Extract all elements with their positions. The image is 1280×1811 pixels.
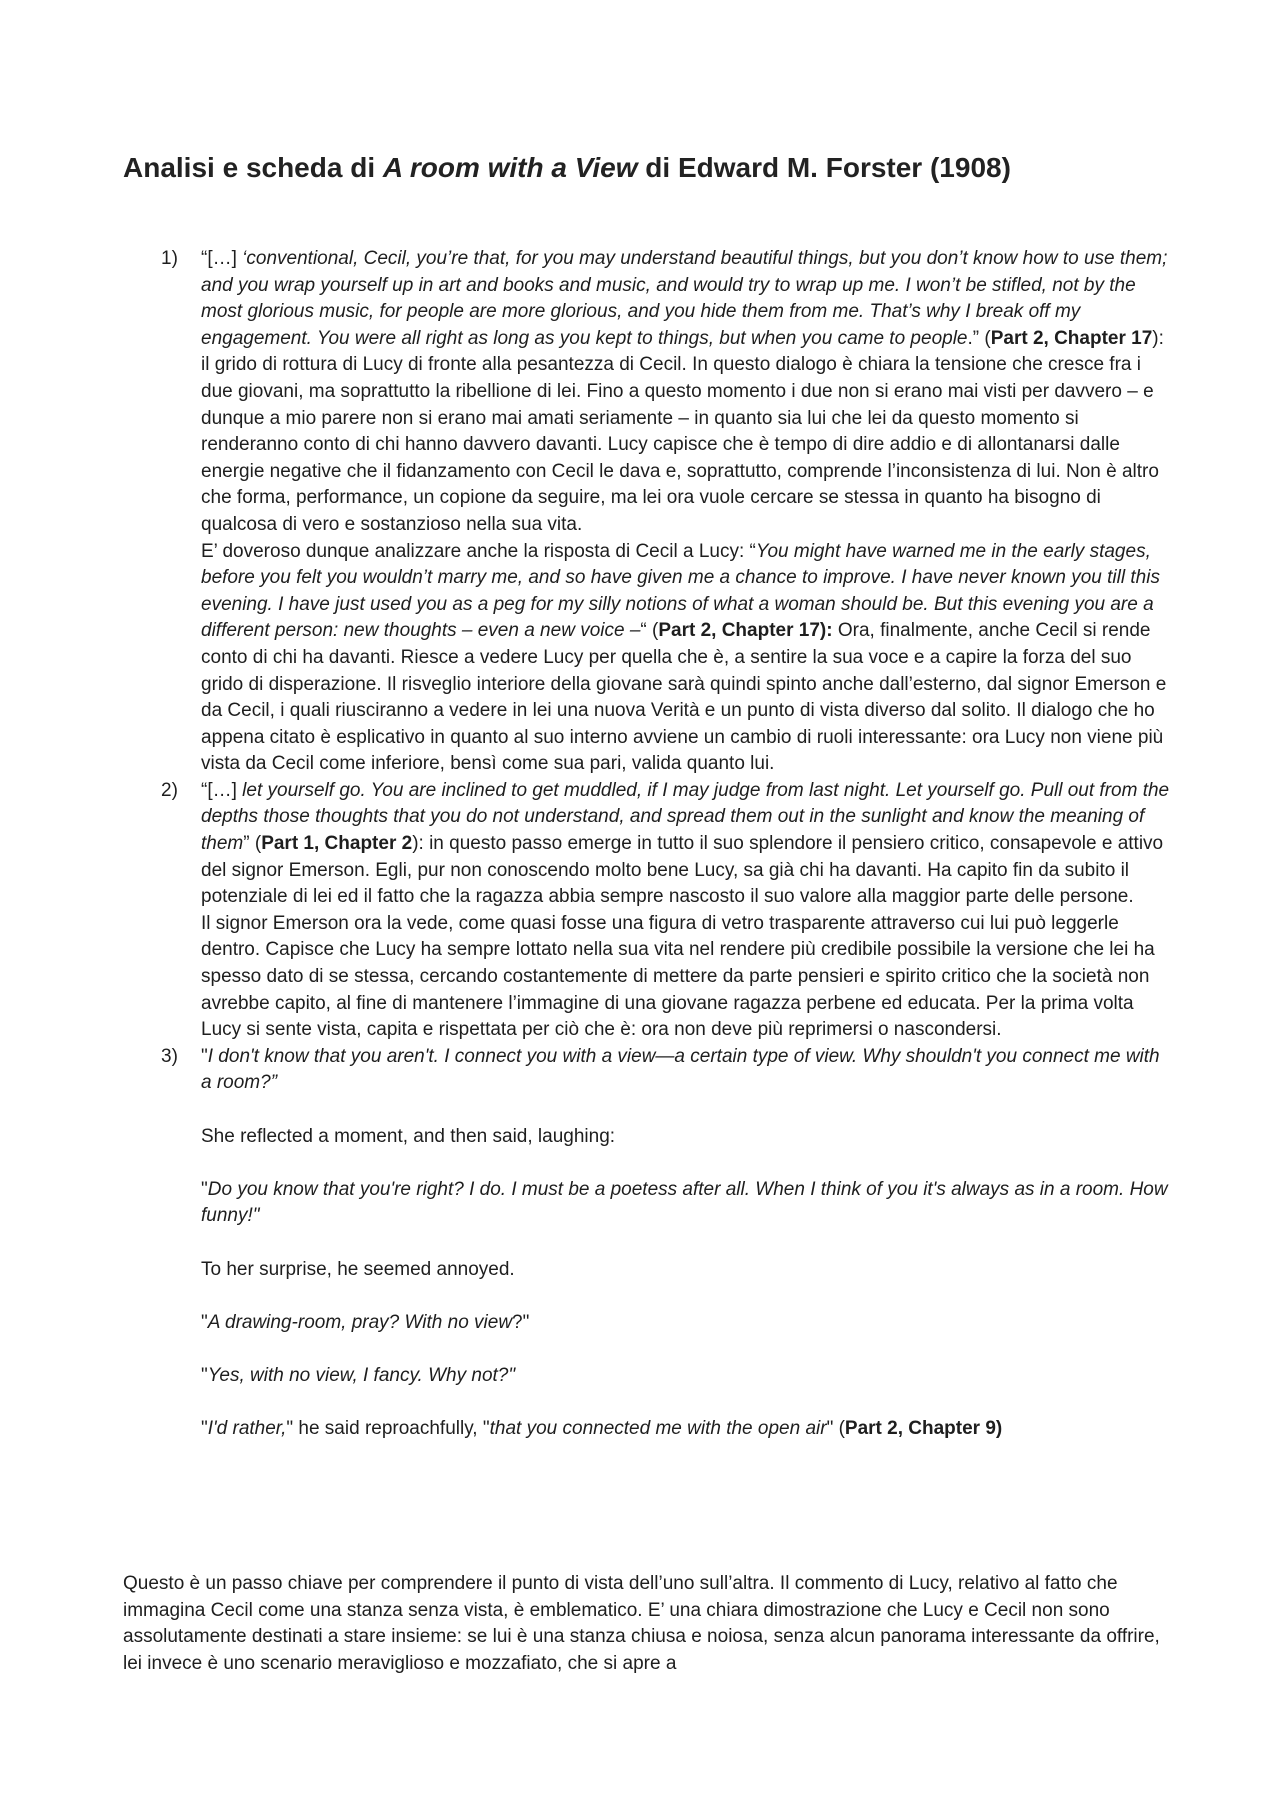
analysis-list — [123, 246, 1173, 1443]
item-number: 2) — [161, 779, 178, 801]
dialogue-quote: I'd rather, — [207, 1418, 287, 1440]
dialogue-quote: Yes, with no view, I fancy. Why not?" — [207, 1364, 516, 1386]
second-quote-close: “ ( — [640, 620, 659, 642]
dialogue-quote: A drawing-room, pray? With no view — [207, 1311, 513, 1333]
narration-line: She reflected a moment, and then said, laughing: — [201, 1125, 616, 1147]
quote-close: .” ( — [967, 327, 991, 349]
list-item — [123, 778, 1173, 1044]
document-title — [123, 150, 1163, 186]
quote-text: ‘conventional, Cecil, you’re that, for you may understand beautiful things, but you don’t know how to use them; and you wrap yourself up in art and books and music, and would try to wrap up me. I won’t be stifled, not by the most glorious music, for people are more glorious, and you hide them from me. That’s why I break off my engagement. You were all right as long as you kept to things, but when you came to people — [201, 248, 1168, 349]
quote-open: “[…] — [201, 248, 243, 269]
item-paragraph — [201, 246, 1173, 539]
chapter-reference: Part 2, Chapter 17 — [990, 327, 1153, 349]
commentary-text: ): in questo passo emerge in tutto il suo splendore il pensiero critico, consapevole e attivo del signor Emerson. Egli, pur non conoscendo molto bene Lucy, sa già chi ha davanti. Ha capito fin da subito il potenziale di lei ed il fatto che la ragazza abbia sempre nascosto il suo valore alla maggior parte delle persone. — [201, 833, 1164, 908]
quote-close: ” ( — [243, 833, 262, 855]
chapter-reference: Part 1, Chapter 2 — [261, 833, 413, 855]
list-item — [123, 246, 1173, 778]
quote-open: “[…] — [201, 779, 243, 801]
dialogue-line — [201, 1177, 1173, 1230]
dialogue-quote-mark: " — [201, 1418, 208, 1440]
dialogue-quote-mark: " — [201, 1364, 208, 1386]
second-commentary-text: Il signor Emerson ora la vede, come quasi fosse una figura di vetro trasparente attraverso cui lui può leggerle dentro. Capisce che Lucy ha sempre lottato nella sua vita nel rendere più credibile possibile la versione che lei ha spesso dato di se stessa, cercando costantemente di mettere da parte pensieri e spirito critico che la società non avrebbe capito, al fine di mantenere l’immagine di una giovane ragazza perbene ed educata. Per la prima volta Lucy si sente vista, capita e rispettata per ciò che è: ora non deve più reprimersi o nascondersi. — [201, 912, 1155, 1041]
quote-text: let yourself go. You are inclined to get muddled, if I may judge from last night. Let yourself go. Pull out from the depths those thoughts that you do not understand, and spread them out in the sunlight and know the meaning of them — [201, 779, 1170, 855]
dialogue-line — [201, 1044, 1173, 1097]
second-intro: E’ doveroso dunque analizzare anche la risposta di Cecil a Lucy: “ — [201, 540, 756, 562]
item-paragraph — [201, 539, 1173, 778]
title-suffix: di Edward M. Forster (1908) — [637, 152, 1011, 183]
dialogue-line — [201, 1310, 1173, 1337]
title-prefix: Analisi e scheda di — [123, 152, 383, 183]
dialogue-quote-close: ?" — [512, 1311, 530, 1333]
dialogue-quote: that you connected me with the open air — [489, 1418, 827, 1440]
item-paragraph — [201, 911, 1173, 1044]
item-number: 3) — [161, 1045, 178, 1067]
narration-line: To her surprise, he seemed annoyed. — [201, 1258, 515, 1280]
dialogue-quote: I don't know that you aren't. I connect you with a view—a certain type of view. Why shouldn't you connect me with a room?” — [201, 1045, 1160, 1094]
item-paragraph — [201, 778, 1173, 911]
dialogue-line — [201, 1363, 1173, 1390]
dialogue-quote-mark: " — [201, 1178, 208, 1200]
second-quote-text: You might have warned me in the early stages, before you felt you wouldn’t marry me, and so have given me a chance to improve. I have never known you till this evening. I have just used you as a peg for my silly notions of what a woman should be. But this evening you are a different person: new thoughts – even a new voice – — [201, 540, 1160, 642]
dialogue-narration: " he said reproachfully, " — [286, 1418, 490, 1440]
second-commentary-text: Ora, finalmente, anche Cecil si rende conto di chi ha davanti. Riesce a vedere Lucy per quella che è, a sentire la sua voce e a capire la forza del suo grido di disperazione. Il risveglio interiore della giovane sarà quindi spinto anche dall’esterno, dal signor Emerson e da Cecil, i quali riusciranno a vedere in lei una nuova Verità e un punto di vista diverso dal solito. Il dialogo che ho appena citato è esplicativo in quanto al suo interno avviene un cambio di ruoli interessante: ora Lucy non viene più vista da Cecil come inferiore, bensì come sua pari, valida quanto lui. — [201, 620, 1167, 775]
dialogue-quote-mark: " — [201, 1045, 208, 1067]
dialogue-quote: Do you know that you're right? I do. I must be a poetess after all. When I think of you it's always as in a room. How funny!" — [201, 1178, 1168, 1227]
dialogue-line — [201, 1416, 1173, 1443]
closing-paragraph: Questo è un passo chiave per comprendere il punto di vista dell’uno sull’altra. Il commento di Lucy, relativo al fatto che immagina Cecil come una stanza senza vista, è emblematico. E’ una chiara dimostrazione che Lucy e Cecil non sono assolutamente destinati a stare insieme: se lui è una stanza chiusa e noiosa, senza alcun panorama interessante da offrire, lei invece è uno scenario meraviglioso e mozzafiato, che si apre a — [123, 1573, 1160, 1674]
dialogue-quote-close: " ( — [826, 1418, 845, 1440]
dialogue-quote-mark: " — [201, 1311, 208, 1333]
title-book: A room with a View — [382, 152, 638, 183]
second-chapter-reference: Part 2, Chapter 17): — [658, 620, 833, 642]
list-item — [123, 1044, 1173, 1443]
commentary-text: ): il grido di rottura di Lucy di fronte alla pesantezza di Cecil. In questo dialogo è chiara la tensione che cresce fra i due giovani, ma soprattutto la ribellione di lei. Fino a questo momento i due non si erano mai visti per davvero – e dunque a mio parere non si erano mai amati seriamente – in quanto sia lui che lei da questo momento si renderanno conto di chi hanno davvero davanti. Lucy capisce che è tempo di dire addio e di allontanarsi dalle energie negative che il fidanzamento con Cecil le dava e, soprattutto, comprende l’inconsistenza di lui. Non è altro che forma, performance, un copione da seguire, ma lei ora vuole cercare se stessa in quanto ha bisogno di qualcosa di vero e sostanzioso nella sua vita. — [201, 327, 1164, 535]
item-number: 1) — [161, 248, 178, 269]
chapter-reference: Part 2, Chapter 9) — [844, 1418, 1003, 1440]
